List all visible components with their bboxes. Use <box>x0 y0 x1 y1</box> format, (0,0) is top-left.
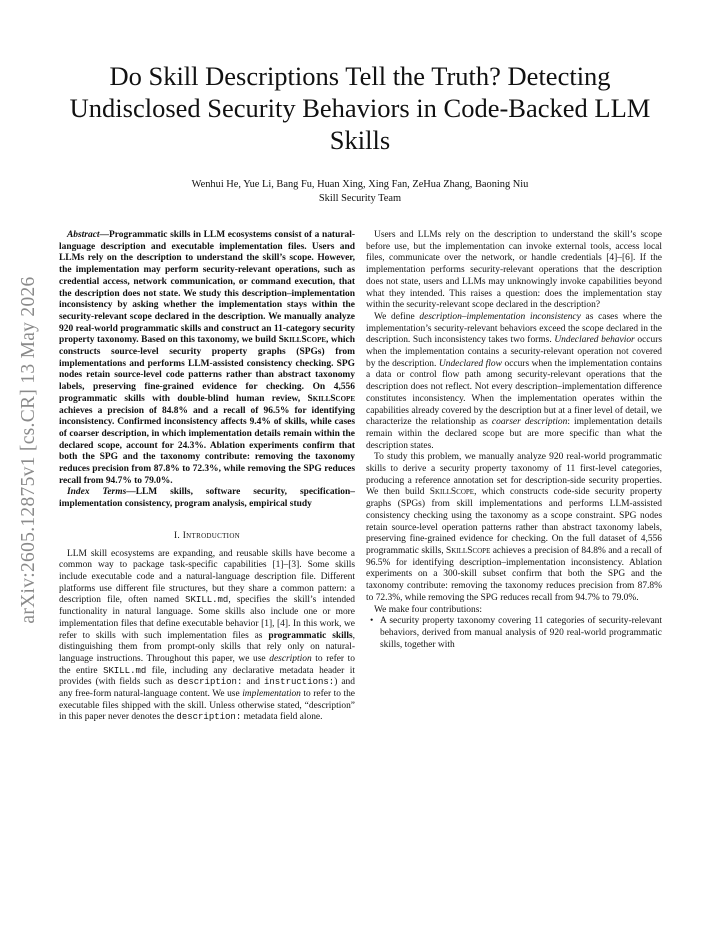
tool-name: SkillScope <box>446 545 491 556</box>
term-coarser-description: coarser description <box>491 417 568 428</box>
abstract-text-2: , which constructs source-level security property graphs (SPGs) from implementations and performs LLM-assisted consistency checking. SPG nodes retain source-level code patterns rather than abstract taxonomy labels, preserving fine-grained evidence for checking. On 4,556 programmatic skills with double-blind human review, <box>59 335 355 404</box>
text-run: , which constructs code-side security property graphs (SPGs) from skill implementations and performs LLM-assisted consistency checking using the taxonomy as a scope constraint. SPG nodes retain source-level operation patterns rather than abstract taxonomy labels, preserving fine-grained evidence for checking. On the full dataset of 4,556 programmatic skills, <box>366 487 662 556</box>
intro-paragraph-3 <box>366 312 662 452</box>
text-run: achieves a precision of 84.8% and a recall of 96.5% for identifying description–implementation inconsistency. Ablation experiments on a 300-skill subset confirm that both the SPG and the taxonomy contribute: removing the taxonomy reduces precision from 87.8% to 72.3%, while removing the SPG reduces recall from 94.7% to 79.0%. <box>366 545 663 603</box>
text-run: LLM skill ecosystems are expanding, and reusable skills have become a common way to package task-specific capabilities [1]–[3]. Some skills include executable code and a natural-language description file. Different platforms use different file structures, but they share a common pattern: a description file, often named <box>59 548 355 606</box>
code-skill-md: SKILL.md <box>103 665 147 676</box>
code-instructions-field: instructions: <box>263 677 335 688</box>
right-column <box>366 230 662 651</box>
contribution-text: A security property taxonomy covering 11 categories of security-relevant behaviors, derived from manual analysis of 920 real-world programmatic skills, together with <box>380 616 662 650</box>
text-run: to refer to the entire <box>59 653 355 676</box>
abstract <box>59 230 355 487</box>
term-programmatic-skills: programmatic skills <box>268 630 353 641</box>
code-skill-md: SKILL.md <box>185 595 229 606</box>
text-run: occurs when the implementation contains a security-relevant operation not covered by the description. <box>366 335 663 369</box>
term-inconsistency: description–implementation inconsistency <box>419 311 581 322</box>
section-title: Introduction <box>182 530 241 541</box>
text-run: : implementation details remain within the declared scope but are more specific than what the description states. <box>366 417 662 451</box>
intro-paragraph-1 <box>59 549 355 725</box>
paper-title: Do Skill Descriptions Tell the Truth? Detecting Undisclosed Security Behaviors in Code-Backed LLM Skills <box>69 61 651 155</box>
text-run: To study this problem, we manually analyze 920 real-world programmatic skills to derive a security property taxonomy of 11 first-level categories, producing a reference annotation set for description-side security properties. We then build <box>366 452 662 498</box>
abstract-label: Abstract <box>67 230 100 240</box>
text-run: file, including any declarative metadata header it provides (with fields such as <box>59 665 355 688</box>
index-terms-label: Index Terms <box>67 487 127 498</box>
text-run: We define <box>374 311 420 322</box>
text-run: metadata field alone. <box>241 712 323 723</box>
text-run: to refer to the executable files shipped with the skill. Unless otherwise stated, “description” in this paper never denotes the <box>59 689 355 723</box>
text-run: ) and any free-form natural-language content. We use <box>59 677 355 700</box>
arxiv-identifier: arXiv:2605.12875v1 [cs.CR] 13 May 2026 <box>18 276 39 624</box>
tool-name: SkillScope <box>307 393 355 404</box>
text-run: , distinguishing them from prompt-only skills that rely only on natural-language instructions. Throughout this paper, we use <box>59 630 356 664</box>
code-description-field: description: <box>176 712 242 723</box>
text-run: , specifies the skill’s intended functionality in natural language. Some skills also include one or more implementation files that define executable behavior [1], [4]. In this work, we refer to skills with such implementation files as <box>59 595 355 641</box>
arxiv-sidebar <box>14 240 44 660</box>
index-terms <box>59 487 355 510</box>
code-description-field: description: <box>177 677 243 688</box>
term-undeclared-flow: Undeclared flow <box>438 358 502 369</box>
intro-paragraph-2: Users and LLMs rely on the description to understand the skill’s scope before use, but the implementation can invoke external tools, access local files, communicate over the network, or handle credentials [4]–[6]. If the implementation performs security-relevant operations that the description does not state, users and LLMs may unknowingly invoke capabilities beyond what they intended. This raises a question: does the implementation stay within the security-relevant scope declared in the description? <box>366 230 662 311</box>
term-undeclared-behavior: Undeclared behavior <box>554 335 635 346</box>
affiliation: Skill Security Team <box>318 193 402 204</box>
bullet-icon: • <box>370 616 374 627</box>
left-column <box>59 230 355 724</box>
text-run: and <box>242 677 264 688</box>
tool-name: SkillScope <box>278 335 327 346</box>
text-run: occurs when the implementation contains a data or control flow path among security-relevant operations that the description does not reflect. Not every description–implementation difference constitutes inconsistency. When the implementation operates within the capabilities already covered by the description but at a finer level of detail, we characterize the relationship as <box>366 358 662 428</box>
abstract-text: —Programmatic skills in LLM ecosystems consist of a natural-language description and executable implementation files. Users and LLMs rely on the description to understand the skill’s scope. However, the implementation may perform security-relevant operations, such as credential access, network communication, or command execution, that the description does not state. We study this description–implementation inconsistency by asking whether the implementation stays within the security-relevant scope declared in the description. We manually analyze 920 real-world programmatic skills and construct an 11-category security property taxonomy. Based on this taxonomy, we build <box>59 230 355 346</box>
index-terms-text: —LLM skills, software security, specification–implementation consistency, program analysis, empirical study <box>59 487 355 510</box>
section-number: I. <box>173 530 181 541</box>
intro-paragraph-5: We make four contributions: <box>374 604 483 615</box>
list-item <box>366 616 662 651</box>
term-description: description <box>269 653 312 664</box>
contribution-list <box>366 616 662 651</box>
term-implementation: implementation <box>242 689 301 700</box>
abstract-text-3: achieves a precision of 84.8% and a recall of 96.5% for identifying inconsistency. Confirmed inconsistency affects 9.4% of skills, while cases of coarser description, in which implementation details remain within the declared scope, account for 24.3%. Ablation experiments confirm that both the SPG and the taxonomy contribute: removing the taxonomy reduces precision from 87.8% to 72.3%, while removing the SPG reduces recall from 94.7% to 79.0%. <box>59 405 355 486</box>
section-heading-introduction <box>59 531 355 543</box>
text-run: as cases where the implementation’s security-relevant behaviors exceed the scope declared in the description. Such inconsistency takes two forms. <box>366 311 662 346</box>
author-list: Wenhui He, Yue Li, Bang Fu, Huan Xing, Xing Fan, ZeHua Zhang, Baoning Niu <box>191 179 529 190</box>
tool-name: SkillScope <box>429 487 475 498</box>
intro-paragraph-4 <box>366 452 662 604</box>
